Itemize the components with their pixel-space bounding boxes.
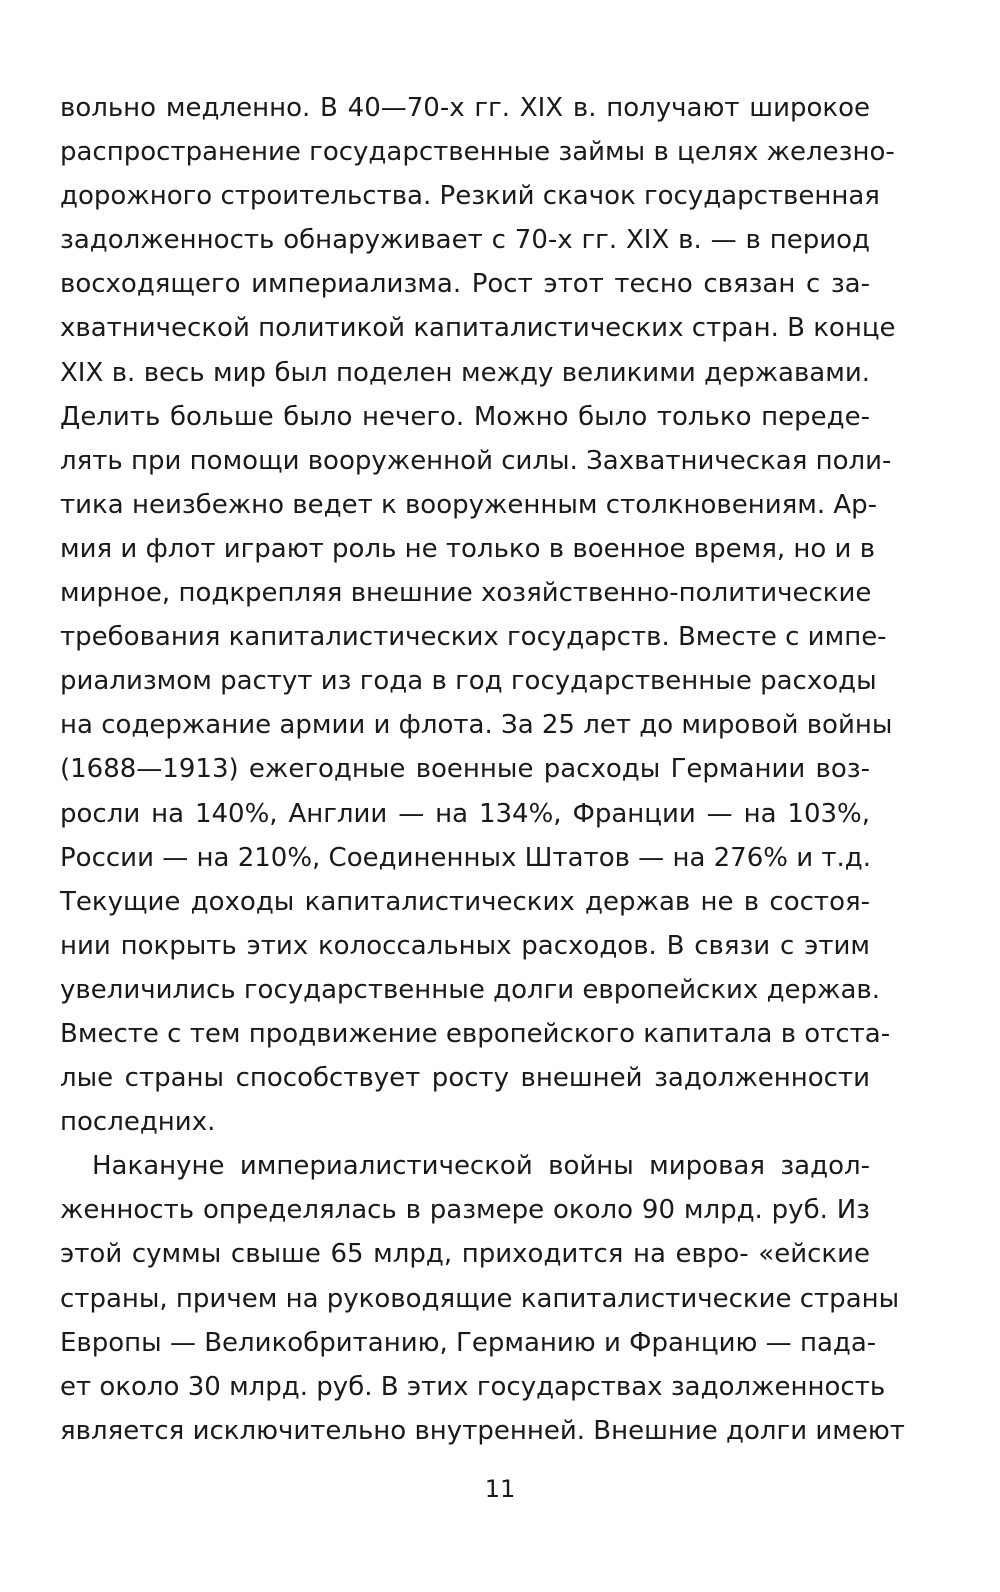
text-line: России — на 210%, Соединенных Штатов — на 276% и т.д.: [60, 842, 872, 873]
text-line: восходящего империализма. Рост этот тесно связан с за-: [60, 269, 870, 300]
text-line: на содержание армии и флота. За 25 лет до мировой войны: [60, 710, 893, 741]
text-line: риализмом растут из года в год государственные расходы: [60, 666, 877, 697]
text-line: Европы — Великобританию, Германию и Францию — пада-: [60, 1327, 877, 1358]
paragraph: [60, 86, 896, 1144]
text-line: лять при помощи вооруженной силы. Захватническая поли-: [60, 445, 892, 476]
text-line: мирное, подкрепляя внешние хозяйственно-политические: [60, 578, 872, 609]
text-line: требования капиталистических государств. Вместе с импе-: [60, 622, 887, 653]
text-line: ет около 30 млрд. руб. В этих государствах задолженность: [60, 1371, 886, 1402]
body-text: [60, 86, 905, 1453]
text-line: XIX в. весь мир был поделен между великими державами.: [60, 357, 870, 388]
text-line: мия и флот играют роль не только в военное время, но и в: [60, 533, 876, 564]
text-line: распространение государственные займы в целях железно-: [60, 137, 895, 168]
text-line: хватнической политикой капиталистических стран. В конце: [60, 313, 896, 344]
text-line: последних.: [60, 1107, 216, 1138]
text-line: росли на 140%, Англии — на 134%, Франции — на 103%,: [60, 798, 870, 829]
text-line: является исключительно внутренней. Внешние долги имеют: [60, 1415, 905, 1446]
text-line: Вместе с тем продвижение европейского капитала в отста-: [60, 1018, 891, 1049]
text-line: Текущие доходы капиталистических держав не в состоя-: [60, 886, 870, 917]
paragraph: [60, 1144, 905, 1453]
text-line: задолженность обнаруживает с 70-х гг. XIX в. — в период: [60, 225, 870, 256]
text-line: вольно медленно. В 40—70-х гг. XIX в. получают широкое: [60, 93, 870, 123]
text-line: Накануне империалистической войны мировая задол-: [92, 1151, 870, 1182]
text-line: нии покрыть этих колоссальных расходов. В связи с этим: [60, 930, 870, 961]
text-line: женность определялась в размере около 90 млрд. руб. Из: [60, 1195, 870, 1226]
page-number: 11: [484, 1475, 516, 1503]
text-line: дорожного строительства. Резкий скачок государственная: [60, 181, 880, 212]
text-line: страны, причем на руководящие капиталистические страны: [60, 1283, 900, 1314]
text-line: Делить больше было нечего. Можно было только переде-: [60, 401, 870, 432]
text-line: тика неизбежно ведет к вооруженным столкновениям. Ар-: [60, 489, 878, 520]
text-line: увеличились государственные долги европейских держав.: [60, 974, 881, 1005]
text-line: (1688—1913) ежегодные военные расходы Германии воз-: [60, 754, 870, 785]
text-line: лые страны способствует росту внешней задолженности: [60, 1063, 870, 1094]
text-line: этой суммы свыше 65 млрд, приходится на евро- «ейские: [60, 1239, 870, 1270]
